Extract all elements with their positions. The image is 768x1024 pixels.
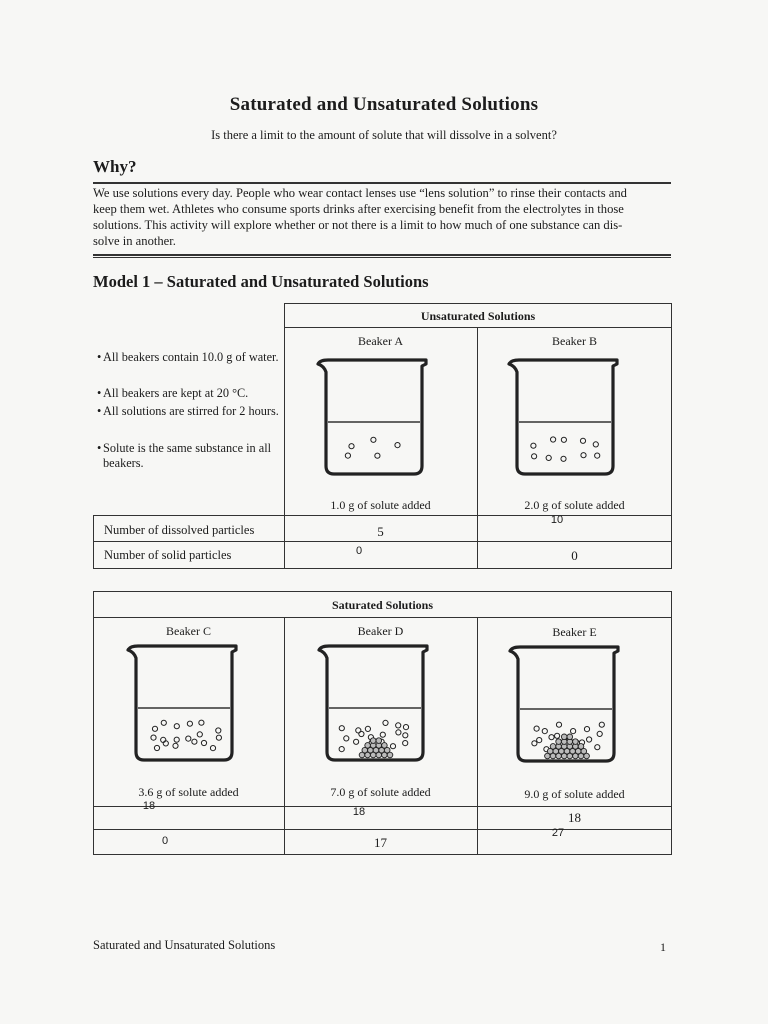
why-bottom-rule (93, 254, 671, 256)
why-line: We use solutions every day. People who wear contact lenses use “lens solution” to rinse their contacts and (93, 186, 627, 200)
dissolved-particle (197, 732, 202, 737)
unsaturated-header-divider (284, 327, 672, 328)
solid-particle (573, 739, 579, 745)
dissolved-particle (186, 736, 191, 741)
beaker-c-name: Beaker C (166, 624, 211, 638)
beaker-b-drawing (507, 354, 627, 499)
dissolved-particle (396, 730, 401, 735)
dissolved-particle (555, 733, 560, 738)
dissolved-particle (359, 731, 364, 736)
beaker-a-drawing (316, 354, 436, 499)
saturated-header: Saturated Solutions (331, 598, 434, 612)
page-subtitle: Is there a limit to the amount of solute that will dissolve in a solvent? (211, 128, 557, 142)
beaker-c-drawing (126, 640, 246, 785)
dissolved-particle (174, 724, 179, 729)
beaker-outline (128, 646, 236, 760)
why-top-rule (93, 182, 671, 184)
dissolved-particle (549, 735, 554, 740)
dissolved-particle (339, 726, 344, 731)
beaker-e-added: 9.0 g of solute added (524, 787, 625, 801)
dissolved-particle (556, 722, 561, 727)
page-number: 1 (660, 940, 666, 954)
unsaturated-header: Unsaturated Solutions (420, 309, 536, 323)
solid-particle (376, 738, 382, 744)
bullet-text: All beakers are kept at 20 °C. (103, 386, 249, 400)
beaker-d-name: Beaker D (357, 624, 404, 638)
beaker-a-added: 1.0 g of solute added (330, 498, 431, 512)
dissolved-particle (380, 732, 385, 737)
dissolved-particle (395, 443, 400, 448)
bullet-text: All solutions are stirred for 2 hours. (103, 404, 279, 418)
dissolved-particle (551, 437, 556, 442)
dissolved-particle (365, 726, 370, 731)
dissolved-particle (403, 741, 408, 746)
beaker-c-dissolved: 18 (142, 800, 156, 812)
bullet-text: All beakers contain 10.0 g of water. (103, 350, 279, 364)
dissolved-particle (534, 726, 539, 731)
beaker-outline (318, 360, 426, 474)
dissolved-particle (561, 437, 566, 442)
why-line: keep them wet. Athletes who consume sports drinks after exercising benefit from the electrolytes in those (93, 202, 624, 216)
bullet-item: • Solute is the same substance in all beakers. (97, 441, 272, 470)
dissolved-particle (593, 442, 598, 447)
row-label-solid: Number of solid particles (104, 548, 232, 562)
dissolved-particle (595, 745, 600, 750)
beaker-d-dissolved: 18 (352, 806, 366, 818)
bullet-item: • All beakers contain 10.0 g of water. (97, 350, 279, 364)
dissolved-particle (210, 746, 215, 751)
solid-particle (550, 744, 556, 750)
dissolved-particle (571, 729, 576, 734)
beaker-c-added: 3.6 g of solute added (138, 785, 239, 799)
solid-particle (370, 738, 376, 744)
dissolved-particle (561, 456, 566, 461)
dissolved-particle (174, 737, 179, 742)
beaker-d-added: 7.0 g of solute added (330, 785, 431, 799)
dissolved-particle (152, 726, 157, 731)
dissolved-particle (339, 747, 344, 752)
unsaturated-row-divider (93, 541, 672, 542)
saturated-header-divider (93, 617, 672, 618)
dissolved-particle (173, 743, 178, 748)
dissolved-particle (584, 727, 589, 732)
dissolved-particle (396, 723, 401, 728)
solid-particle (567, 734, 573, 740)
solid-particle (556, 739, 562, 745)
why-line: solutions. This activity will explore whether or not there is a limit to how much of one substance can dis- (93, 218, 623, 232)
why-bottom-rule-2 (93, 257, 671, 258)
row-label-dissolved: Number of dissolved particles (104, 523, 255, 537)
dissolved-particle (532, 741, 537, 746)
dissolved-particle (216, 735, 221, 740)
dissolved-particle (595, 453, 600, 458)
dissolved-particle (546, 455, 551, 460)
beaker-a-dissolved: 5 (377, 524, 384, 539)
dissolved-particle (390, 744, 395, 749)
dissolved-particle (187, 721, 192, 726)
saturated-column-divider-1 (284, 617, 285, 855)
beaker-b-dissolved: 10 (550, 514, 564, 526)
dissolved-particle (154, 745, 159, 750)
beaker-b-added: 2.0 g of solute added (524, 498, 625, 512)
bullet-text: Solute is the same substance in all beakers. (103, 441, 272, 470)
beaker-c-solid: 0 (161, 835, 169, 847)
dissolved-particle (531, 443, 536, 448)
why-paragraph (93, 185, 673, 249)
page-title: Saturated and Unsaturated Solutions (229, 94, 539, 115)
dissolved-particle (161, 720, 166, 725)
beaker-e-dissolved: 18 (568, 810, 581, 825)
dissolved-particle (344, 736, 349, 741)
beaker-e-solid: 27 (551, 827, 565, 839)
dissolved-particle (199, 720, 204, 725)
dissolved-particle (581, 453, 586, 458)
why-heading: Why? (93, 157, 137, 176)
dissolved-particle (599, 722, 604, 727)
dissolved-particle (349, 444, 354, 449)
dissolved-particle (403, 725, 408, 730)
beaker-a-name: Beaker A (358, 334, 403, 348)
unsaturated-column-divider (477, 327, 478, 569)
dissolved-particle (201, 740, 206, 745)
beaker-e-name: Beaker E (552, 625, 597, 639)
solid-particle (578, 744, 584, 750)
dissolved-particle (580, 438, 585, 443)
beaker-b-solid: 0 (571, 548, 578, 563)
dissolved-particle (403, 733, 408, 738)
dissolved-particle (587, 737, 592, 742)
beaker-a-solid: 0 (355, 545, 363, 557)
bullet-item: • All beakers are kept at 20 °C. (97, 386, 249, 400)
beaker-outline (509, 360, 617, 474)
beaker-d-solid: 17 (374, 835, 387, 850)
why-line: solve in another. (93, 234, 176, 248)
beaker-e-drawing (508, 641, 628, 786)
dissolved-particle (542, 729, 547, 734)
dissolved-particle (371, 437, 376, 442)
bullet-item: • All solutions are stirred for 2 hours. (97, 404, 279, 418)
dissolved-particle (354, 739, 359, 744)
dissolved-particle (597, 731, 602, 736)
dissolved-particle (532, 454, 537, 459)
solid-particle (365, 743, 371, 749)
dissolved-particle (537, 738, 542, 743)
dissolved-particle (151, 735, 156, 740)
dissolved-particle (345, 453, 350, 458)
dissolved-particle (375, 453, 380, 458)
dissolved-particle (216, 728, 221, 733)
solid-particle (382, 743, 388, 749)
beaker-b-name: Beaker B (552, 334, 597, 348)
model-heading: Model 1 – Saturated and Unsaturated Solutions (93, 272, 429, 291)
beaker-d-drawing (317, 640, 437, 785)
solid-particle (561, 734, 567, 740)
footer-text: Saturated and Unsaturated Solutions (93, 938, 276, 952)
dissolved-particle (192, 739, 197, 744)
dissolved-particle (383, 720, 388, 725)
